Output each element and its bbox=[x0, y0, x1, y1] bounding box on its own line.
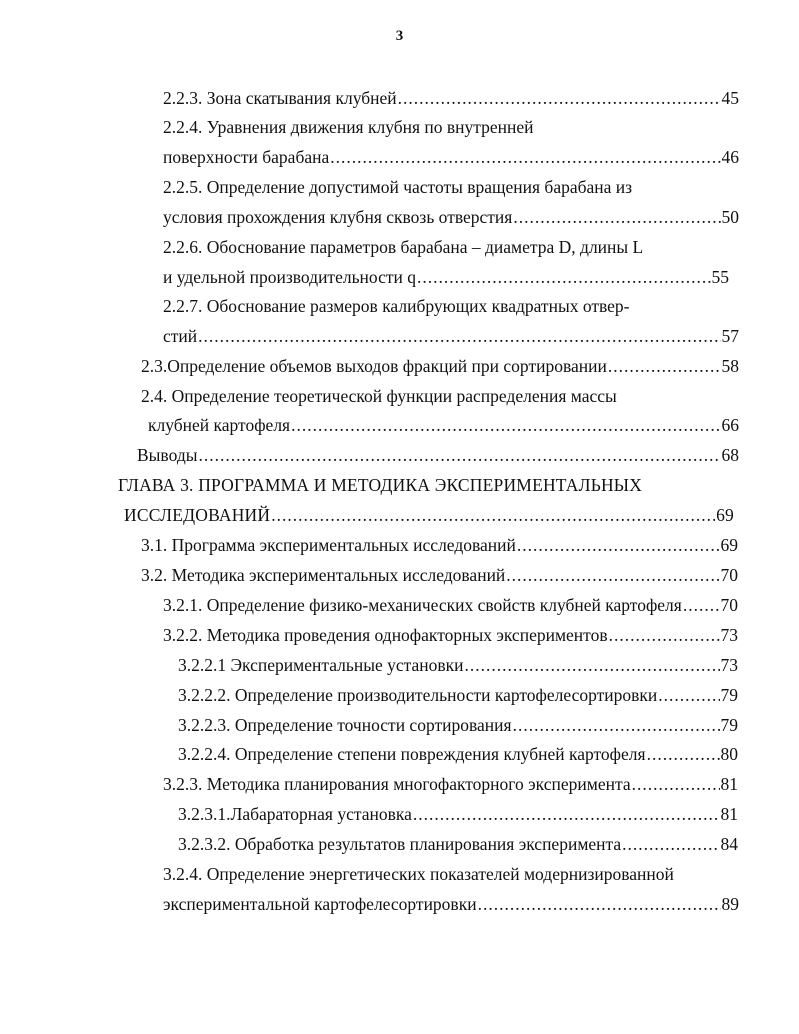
toc-entry-page: 69 bbox=[720, 535, 738, 555]
toc-entry-page: 68 bbox=[721, 445, 739, 465]
toc-entry-page: 81 bbox=[720, 774, 738, 794]
toc-entry-title: ГЛАВА 3. ПРОГРАММА И МЕТОДИКА ЭКСПЕРИМЕНТАЛЬНЫХ bbox=[118, 475, 643, 495]
toc-entry-page: 79 bbox=[720, 715, 738, 735]
toc-entry-title: 2.2.6. Обоснование параметров барабана – диаметра D, длины L bbox=[163, 237, 644, 257]
leader-dots bbox=[513, 206, 720, 228]
leader-dots bbox=[413, 803, 720, 825]
leader-dots bbox=[647, 743, 720, 765]
leader-dots bbox=[271, 504, 715, 526]
toc-entry-title: стий bbox=[163, 326, 198, 346]
toc-entry bbox=[163, 266, 729, 288]
leader-dots bbox=[683, 594, 720, 616]
toc-entry-title: 3.2.1. Определение физико-механических свойств клубней картофеля bbox=[163, 595, 682, 615]
toc-entry bbox=[178, 684, 738, 706]
toc-entry-page: 66 bbox=[721, 415, 739, 435]
leader-dots bbox=[417, 266, 710, 288]
toc-entry bbox=[163, 206, 739, 228]
toc-entry bbox=[148, 414, 739, 436]
toc-entry bbox=[141, 534, 738, 556]
toc-entry-page: 58 bbox=[721, 356, 739, 376]
toc-entry-title: и удельной производительности q bbox=[163, 267, 417, 287]
toc-entry-title: 3.2.2.3. Определение точности сортирования bbox=[178, 715, 512, 735]
toc-entry-page: 50 bbox=[721, 207, 739, 227]
chapter-heading bbox=[118, 474, 642, 496]
leader-dots bbox=[632, 773, 720, 795]
toc-entry bbox=[178, 714, 738, 736]
toc-entry-title: 3.2.2.4. Определение степени повреждения клубней картофеля bbox=[178, 744, 646, 764]
toc-entry bbox=[137, 444, 739, 466]
toc-entry-page: 55 bbox=[711, 267, 729, 287]
toc-entry-page: 57 bbox=[721, 326, 739, 346]
toc-entry bbox=[163, 146, 739, 168]
toc-entry bbox=[141, 355, 739, 377]
leader-dots bbox=[330, 146, 720, 168]
toc-entry-title: 3.2.2.2. Определение производительности картофелесортировки bbox=[178, 685, 658, 705]
toc-entry-title: 3.2.3.1.Лабараторная установка bbox=[178, 804, 412, 824]
toc-entry bbox=[163, 893, 739, 915]
toc-entry-page: 89 bbox=[721, 894, 739, 914]
toc-entry-page: 46 bbox=[721, 147, 739, 167]
toc-entry-title: 2.2.4. Уравнения движения клубня по внутренней bbox=[163, 117, 534, 137]
toc-entry-page: 70 bbox=[720, 595, 738, 615]
toc-entry-page: 69 bbox=[716, 505, 734, 525]
toc-entry bbox=[141, 385, 617, 407]
toc-entry-title: 2.2.7. Обоснование размеров калибрующих квадратных отвер- bbox=[163, 296, 630, 316]
toc-entry bbox=[163, 773, 738, 795]
toc-entry-title: 2.2.3. Зона скатывания клубней bbox=[163, 88, 397, 108]
toc-entry bbox=[178, 743, 738, 765]
toc-entry bbox=[163, 116, 534, 138]
leader-dots bbox=[609, 624, 720, 646]
toc-entry bbox=[124, 504, 734, 526]
toc-entry bbox=[163, 594, 738, 616]
toc-entry-title: 3.2.4. Определение энергетических показателей модернизированной bbox=[163, 864, 674, 884]
leader-dots bbox=[513, 714, 720, 736]
leader-dots bbox=[608, 355, 721, 377]
toc-entry-title: 2.2.5. Определение допустимой частоты вращения барабана из bbox=[163, 177, 633, 197]
toc-entry-page: 81 bbox=[720, 804, 738, 824]
leader-dots bbox=[398, 87, 721, 109]
toc-entry-title: поверхности барабана bbox=[163, 147, 330, 167]
toc-entry bbox=[178, 833, 738, 855]
toc-entry-title: 3.2.3.2. Обработка результатов планирования эксперимента bbox=[178, 834, 622, 854]
toc-entry bbox=[163, 325, 739, 347]
toc-entry-page: 73 bbox=[720, 625, 738, 645]
leader-dots bbox=[198, 444, 720, 466]
toc-entry bbox=[163, 176, 632, 198]
toc-entry-title: 3.2.3. Методика планирования многофакторного эксперимента bbox=[163, 774, 631, 794]
toc-entry-page: 45 bbox=[721, 88, 739, 108]
leader-dots bbox=[622, 833, 719, 855]
leader-dots bbox=[658, 684, 719, 706]
page-number: 3 bbox=[395, 28, 404, 44]
leader-dots bbox=[291, 414, 720, 436]
toc-entry bbox=[163, 863, 674, 885]
toc-entry-title: ИССЛЕДОВАНИЙ bbox=[124, 505, 271, 525]
toc-entry-title: клубней картофеля bbox=[148, 415, 291, 435]
toc-entry bbox=[163, 295, 630, 317]
toc-entry-title: 2.4. Определение теоретической функции распределения массы bbox=[141, 386, 617, 406]
toc-entry bbox=[163, 87, 739, 109]
toc-entry-page: 79 bbox=[720, 685, 738, 705]
toc-entry bbox=[178, 654, 738, 676]
toc-entry-title: 3.1. Программа экспериментальных исследований bbox=[141, 535, 516, 555]
leader-dots bbox=[517, 534, 720, 556]
toc-entry-title: Выводы bbox=[137, 445, 198, 465]
toc-entry-page: 84 bbox=[720, 834, 738, 854]
toc-entry-title: экспериментальной картофелесортировки bbox=[163, 894, 477, 914]
toc-entry-title: 3.2.2. Методика проведения однофакторных экспериментов bbox=[163, 625, 608, 645]
toc-entry-title: 3.2. Методика экспериментальных исследований bbox=[141, 565, 506, 585]
toc-entry-page: 70 bbox=[720, 565, 738, 585]
leader-dots bbox=[478, 893, 721, 915]
toc-entry-title: 2.3.Определение объемов выходов фракций при сортировании bbox=[141, 356, 607, 376]
leader-dots bbox=[198, 325, 720, 347]
leader-dots bbox=[506, 564, 719, 586]
toc-entry-page: 80 bbox=[720, 744, 738, 764]
toc-entry-page: 73 bbox=[720, 655, 738, 675]
toc-entry bbox=[178, 803, 738, 825]
toc-entry-title: условия прохождения клубня сквозь отверстия bbox=[163, 207, 513, 227]
toc-entry bbox=[163, 624, 738, 646]
toc-entry bbox=[163, 236, 643, 258]
toc-entry bbox=[141, 564, 738, 586]
toc-entry-title: 3.2.2.1 Экспериментальные установки bbox=[178, 655, 464, 675]
leader-dots bbox=[465, 654, 720, 676]
